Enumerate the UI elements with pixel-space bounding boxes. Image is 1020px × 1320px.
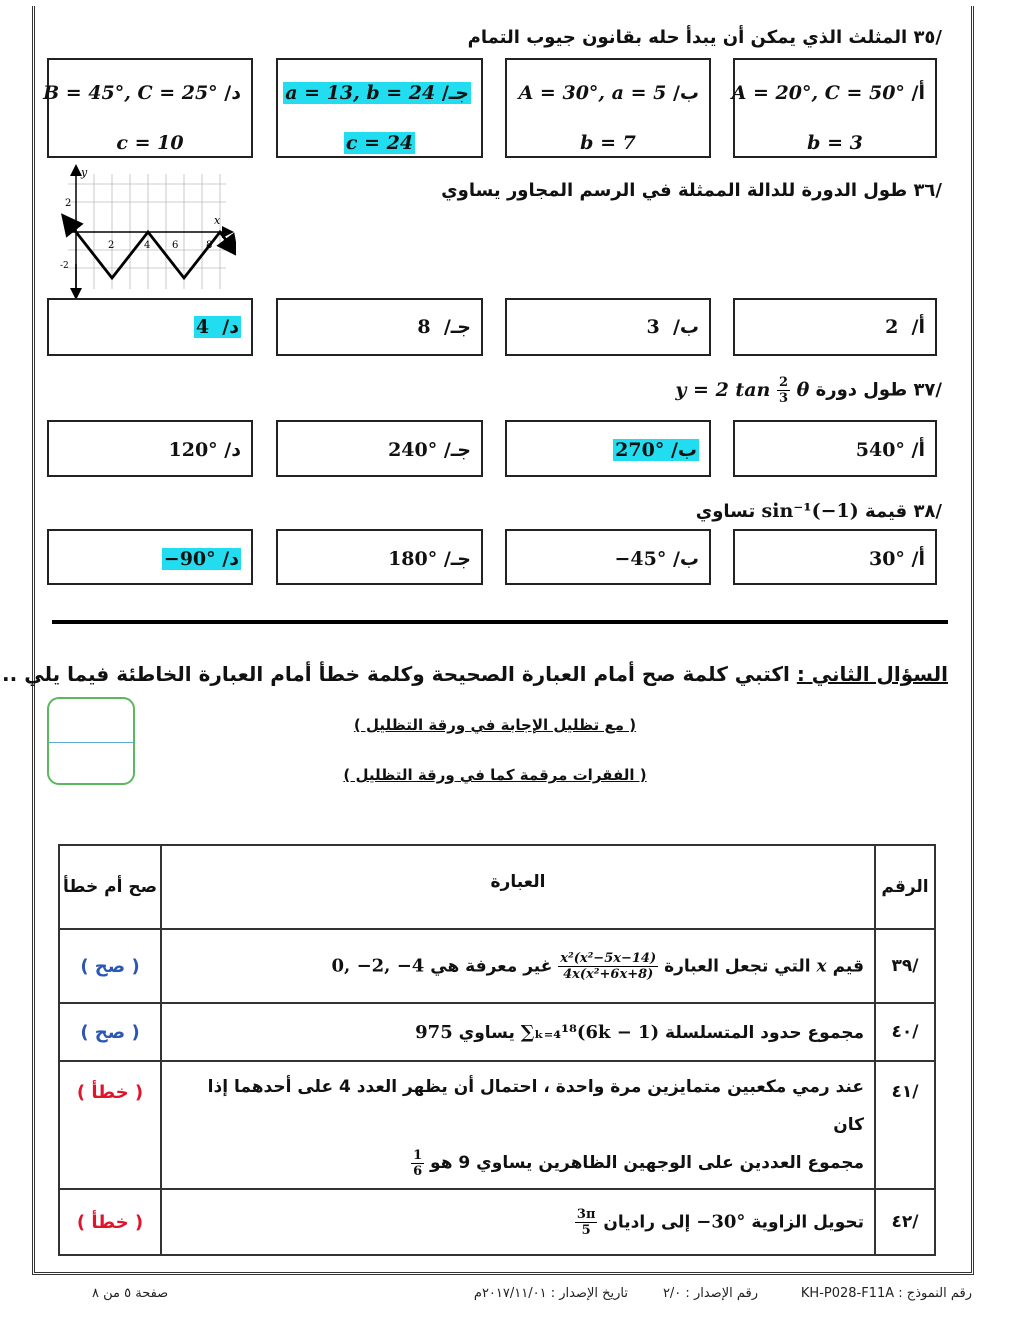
q37-text: طول دورة	[815, 379, 908, 401]
row-text-end: يساوي	[458, 1022, 515, 1043]
q35-text: المثلث الذي يمكن أن يبدأ حله بقانون جيوب التمام	[467, 27, 908, 48]
option-letter: د/	[224, 439, 241, 461]
option-line2: c = 24	[345, 132, 414, 154]
option-value: 540°	[855, 439, 905, 461]
option-value: 4	[195, 316, 210, 338]
row-values: 0, −2, −4	[331, 955, 425, 976]
option-value: 8	[417, 316, 431, 338]
header-number: الرقم	[875, 845, 935, 929]
score-box-divider	[49, 742, 133, 743]
row-value: 975	[415, 1021, 453, 1043]
option-letter: ب/	[672, 316, 699, 338]
option-line1: a = 13, b = 24	[285, 82, 436, 104]
option-letter: جـ/	[443, 439, 471, 461]
option-letter: أ/	[911, 82, 925, 104]
row-frac-num: 1	[413, 1147, 423, 1163]
q38-prompt	[696, 500, 942, 522]
row-angle: −30°	[696, 1211, 746, 1232]
q35-option-a[interactable]	[733, 58, 937, 158]
q38-text: قيمة	[865, 501, 908, 522]
row-text-end: إلى راديان	[603, 1212, 691, 1232]
q35-option-b[interactable]	[505, 58, 711, 158]
graph-y-label: y	[81, 166, 88, 179]
q37-prompt	[675, 375, 942, 406]
option-letter: د/	[224, 82, 241, 104]
option-line2: b = 7	[580, 132, 636, 154]
option-letter: جـ/	[443, 316, 471, 338]
row-number: /٤٠	[875, 1003, 935, 1061]
option-value: 120°	[168, 439, 218, 461]
q36-option-c[interactable]	[276, 298, 483, 356]
section2-instruction: اكتبي كلمة صح أمام العبارة الصحيحة وكلمة خطأ أمام العبارة الخاطئة فيما يلي ..	[2, 662, 790, 686]
answer-cell[interactable]: ( صح )	[59, 1003, 161, 1061]
q37-formula-num: 2	[778, 375, 789, 390]
option-value: 30°	[868, 548, 905, 570]
section-divider	[52, 620, 948, 624]
table-row	[59, 1003, 935, 1061]
q36-option-b[interactable]	[505, 298, 711, 356]
row-number: /٤١	[875, 1061, 935, 1189]
graph-y-tick: -2	[60, 261, 69, 271]
row-var: x	[816, 956, 827, 976]
q38-formula: sin⁻¹(−1)	[761, 500, 859, 522]
q35-option-d[interactable]	[43, 58, 253, 158]
option-letter: ب/	[670, 439, 697, 461]
answer-cell[interactable]: ( خطأ )	[59, 1061, 161, 1189]
q35-option-c[interactable]	[276, 58, 483, 158]
header-statement: العبارة	[161, 845, 875, 929]
row-frac-num: 3π	[576, 1206, 596, 1222]
q35-prompt	[468, 27, 942, 48]
footer-page: صفحة ٥ من ٨	[92, 1286, 169, 1301]
row-line1: عند رمي مكعبين متمايزين مرة واحدة ، احتمال أن يظهر العدد 4 على أحدهما إذا كان	[207, 1077, 864, 1135]
q37-option-c[interactable]	[276, 420, 483, 477]
q37-option-d[interactable]	[47, 420, 253, 477]
graph-y-tick: 2	[65, 198, 72, 209]
row-statement	[161, 1061, 875, 1189]
row-frac-den: 6	[413, 1163, 423, 1179]
option-value: −90°	[163, 548, 216, 570]
option-value: −45°	[614, 548, 667, 570]
row-frac-den: 4x(x²+6x+8)	[563, 966, 654, 982]
option-line2: c = 10	[116, 132, 184, 154]
row-statement	[161, 929, 875, 1003]
q35-number: /٣٥	[913, 27, 942, 48]
q38-option-b[interactable]	[505, 529, 711, 585]
graph-x-tick: 4	[144, 240, 151, 251]
footer-date: تاريخ الإصدار : ٢٠١٧/١١/٠١م	[473, 1286, 628, 1301]
row-number: /٣٩	[875, 929, 935, 1003]
q38-number: /٣٨	[913, 501, 942, 522]
option-letter: د/	[222, 548, 239, 570]
option-line1: A = 30°, a = 5	[518, 82, 667, 104]
option-line1: B = 45°, C = 25°	[43, 82, 218, 104]
graph-x-label: x	[214, 214, 221, 227]
answer-cell[interactable]: ( صح )	[59, 929, 161, 1003]
row-frac-den: 5	[581, 1222, 591, 1238]
option-line1: A = 20°, C = 50°	[731, 82, 905, 104]
section2-note1: ( مع تظليل الإجابة في ورقة التظليل )	[353, 716, 637, 734]
q36-number: /٣٦	[913, 180, 942, 201]
q36-option-d[interactable]	[47, 298, 253, 356]
q38-option-a[interactable]	[733, 529, 937, 585]
footer-model: رقم النموذج : KH-P028-F11A	[800, 1286, 972, 1301]
score-box	[47, 697, 135, 785]
row-text-start: قيم	[832, 956, 864, 976]
option-letter: ب/	[672, 548, 699, 570]
q37-formula-prefix: y = 2 tan	[675, 379, 771, 401]
option-letter: أ/	[911, 439, 925, 461]
graph-origin-label: 0	[65, 218, 72, 231]
footer-version: رقم الإصدار : ٢/٠	[662, 1286, 758, 1301]
q37-formula-suffix: θ	[796, 379, 810, 401]
q36-option-a[interactable]	[733, 298, 937, 356]
q37-formula-den: 3	[778, 391, 789, 406]
row-text-end: غير معرفة هي	[430, 956, 553, 976]
table-header-row	[59, 845, 935, 929]
option-value: 240°	[388, 439, 438, 461]
graph-x-tick: 6	[172, 240, 179, 251]
q36-prompt	[441, 180, 942, 201]
option-letter: جـ/	[443, 548, 471, 570]
row-line2: مجموع العددين على الوجهين الظاهرين يساوي 9 هو	[430, 1153, 864, 1173]
q38-option-c[interactable]	[276, 529, 483, 585]
option-value: 3	[646, 316, 660, 338]
true-false-table	[58, 844, 936, 1256]
table-row	[59, 929, 935, 1003]
table-row	[59, 1189, 935, 1255]
row-formula: ∑ₖ₌₄¹⁸(6k − 1)	[520, 1021, 660, 1043]
option-letter: أ/	[911, 548, 925, 570]
header-answer: صح أم خطأ	[59, 845, 161, 929]
row-text-start: تحويل الزاوية	[751, 1212, 864, 1232]
option-letter: د/	[222, 316, 239, 338]
q36-graph	[56, 164, 236, 298]
row-text-start: مجموع حدود المتسلسلة	[665, 1022, 864, 1043]
option-value: 2	[885, 316, 899, 338]
q37-option-a[interactable]	[733, 420, 937, 477]
graph-x-tick: 2	[108, 240, 115, 251]
q37-number: /٣٧	[913, 379, 942, 401]
q36-text: طول الدورة للدالة الممثلة في الرسم المجاور يساوي	[441, 180, 908, 201]
section2-note2: ( الفقرات مرقمة كما في ورقة التظليل )	[343, 766, 647, 784]
row-frac-num: x²(x²−5x−14)	[560, 950, 657, 966]
row-text-mid: التي تجعل العبارة	[664, 956, 811, 976]
q38-option-d[interactable]	[47, 529, 253, 585]
option-letter: ب/	[672, 82, 699, 104]
row-statement	[161, 1189, 875, 1255]
option-value: 270°	[615, 439, 665, 461]
option-value: 180°	[388, 548, 438, 570]
graph-x-tick: 8	[206, 240, 213, 251]
option-letter: جـ/	[441, 82, 469, 104]
q37-option-b[interactable]	[505, 420, 711, 477]
option-letter: أ/	[911, 316, 925, 338]
row-statement	[161, 1003, 875, 1061]
table-row	[59, 1061, 935, 1189]
section2-heading	[2, 662, 948, 686]
q38-text-after: تساوي	[695, 501, 756, 522]
row-number: /٤٢	[875, 1189, 935, 1255]
option-line2: b = 3	[807, 132, 863, 154]
section2-label: السؤال الثاني :	[796, 662, 948, 686]
answer-cell[interactable]: ( خطأ )	[59, 1189, 161, 1255]
